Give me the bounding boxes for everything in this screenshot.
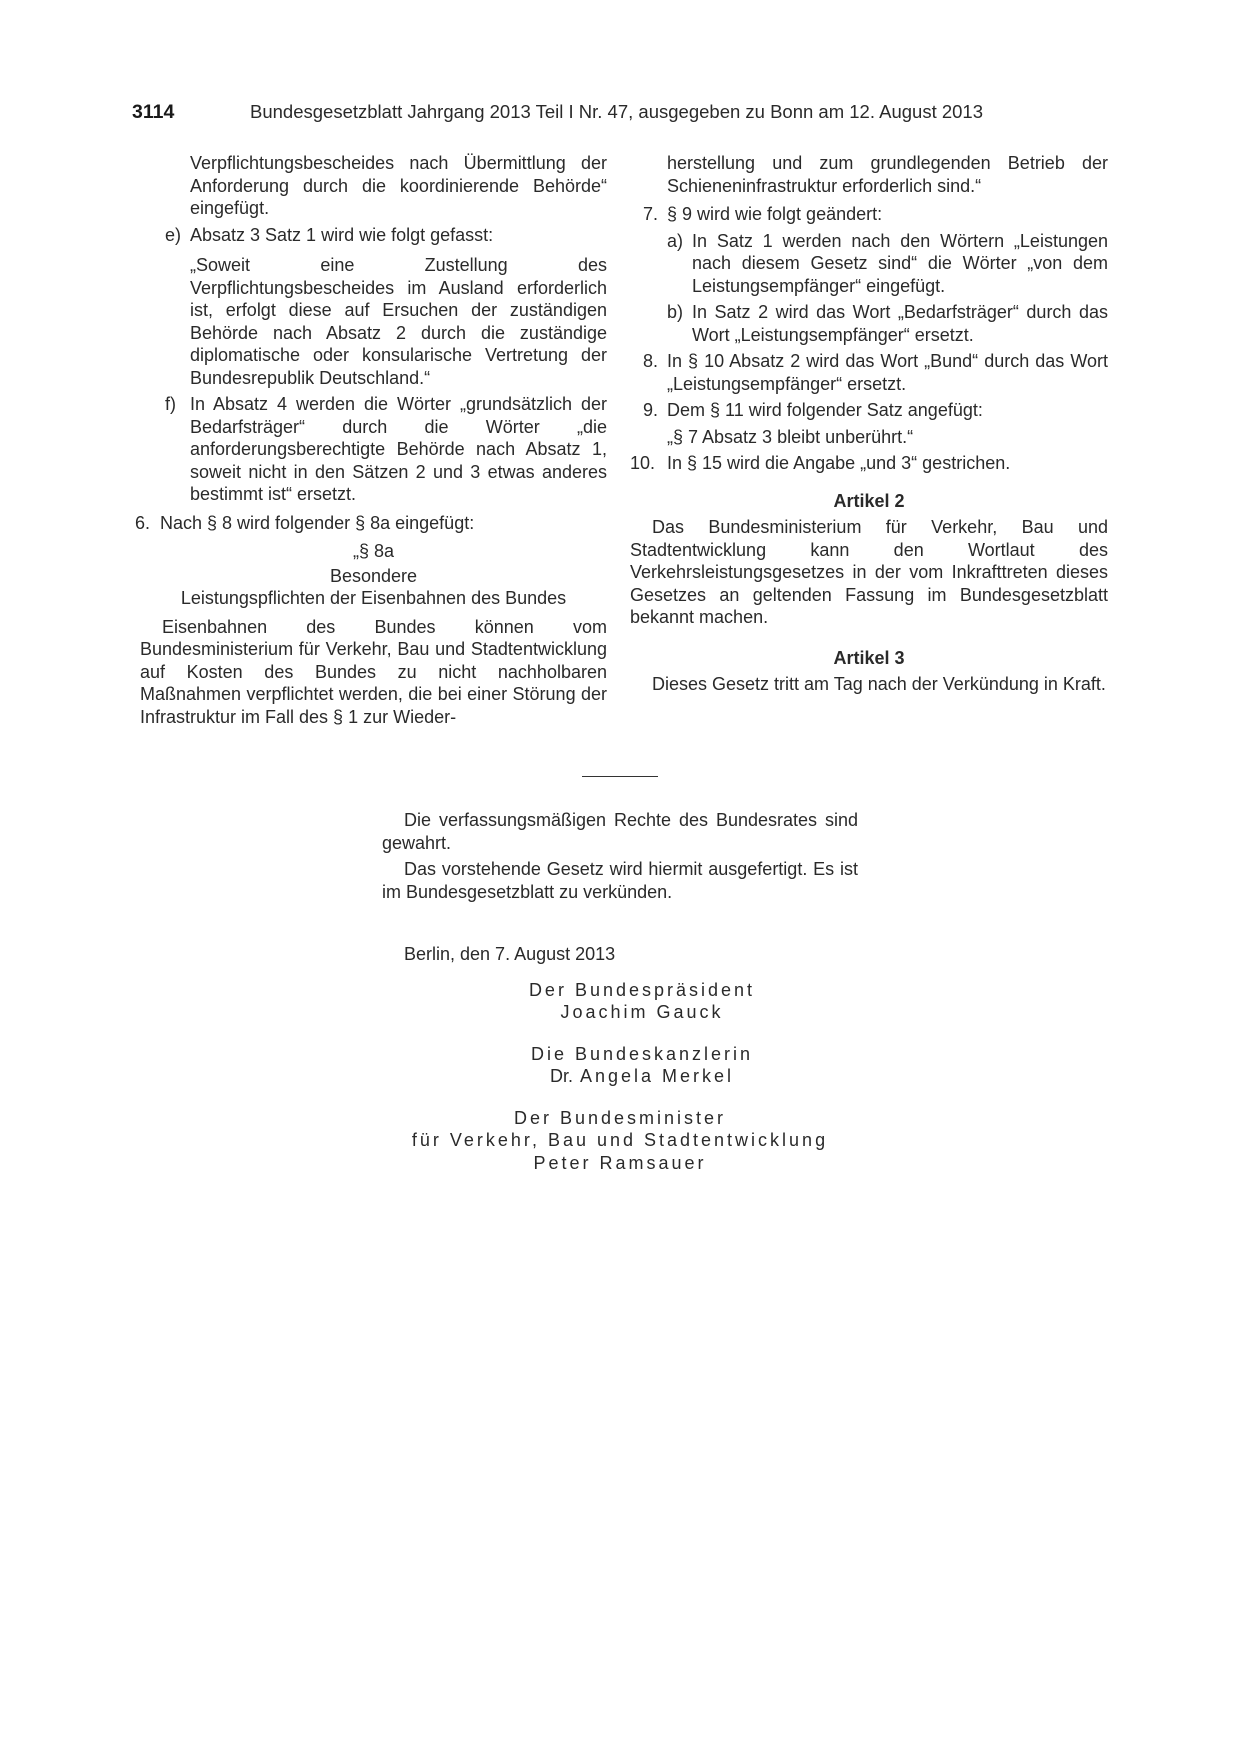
- gazette-header-title: Bundesgesetzblatt Jahrgang 2013 Teil I Nr. 47, ausgegeben zu Bonn am 12. August 2013: [250, 101, 983, 122]
- list-text: In Satz 1 werden nach den Wörtern „Leistungen nach diesem Gesetz sind“ die Wörter „von dem Leistungsempfänger“ eingefügt.: [692, 230, 1108, 296]
- signatory-title: Der Bundesminister: [513, 1107, 727, 1128]
- list-label: 8.: [643, 351, 659, 371]
- signatory-name-line: [426, 1065, 858, 1088]
- list-text: In Satz 2 wird das Wort „Bedarfsträger“ durch das Wort „Leistungsempfänger“ ersetzt.: [692, 302, 1108, 345]
- signature-chancellor: [382, 1043, 858, 1088]
- list-text: § 9 wird wie folgt geändert:: [667, 204, 883, 224]
- signatory-prefix: Dr.: [549, 1066, 573, 1086]
- list-label: 10.: [630, 453, 656, 473]
- list-item-8: [643, 350, 1108, 395]
- artikel-3-text: Dieses Gesetz tritt am Tag nach der Verkündung in Kraft.: [652, 674, 1106, 694]
- list-item-f: [165, 393, 607, 506]
- list-item-6: [135, 512, 607, 535]
- list-label: 9.: [643, 400, 659, 420]
- section-divider: [582, 776, 658, 777]
- list-text: In § 10 Absatz 2 wird das Wort „Bund“ durch das Wort „Leistungsempfänger“ ersetzt.: [667, 351, 1108, 394]
- continuation-text: herstellung und zum grundlegenden Betrieb der Schieneninfrastruktur erforderlich sind.“: [667, 153, 1108, 196]
- bundesrat-rights-text: Die verfassungsmäßigen Rechte des Bundesrates sind gewahrt.: [382, 810, 858, 853]
- signature-minister: [382, 1107, 858, 1175]
- list-item-10: [630, 452, 1108, 475]
- signatory-title-ministry: für Verkehr, Bau und Stadtentwicklung: [411, 1130, 829, 1150]
- list-item-e: [165, 224, 607, 247]
- list-text: In § 15 wird die Angabe „und 3“ gestrichen.: [667, 453, 1011, 473]
- artikel-2-heading: Artikel 2: [833, 490, 905, 511]
- list-label: a): [667, 230, 684, 251]
- section-number: „§ 8a: [352, 541, 395, 561]
- list-label: b): [667, 302, 684, 322]
- list-item-7a: [667, 230, 1108, 298]
- left-column: [135, 152, 607, 728]
- signature-federal-president: [382, 979, 858, 1024]
- signatory-name: Peter Ramsauer: [533, 1152, 707, 1173]
- artikel-3-heading: Artikel 3: [833, 647, 905, 668]
- list-item-7: [643, 203, 1108, 226]
- artikel-2-text: Das Bundesministerium für Verkehr, Bau und Stadtentwicklung kann den Wortlaut des Verkehrsleistungsgesetzes in der vom Inkrafttreten dieses Gesetzes an geltenden Fassung im Bundesgesetzblatt bekannt machen.: [630, 517, 1108, 627]
- promulgation-text: Das vorstehende Gesetz wird hiermit ausgefertigt. Es ist im Bundesgesetzblatt zu verkünden.: [382, 859, 858, 902]
- signatory-title: Die Bundeskanzlerin: [530, 1043, 754, 1064]
- signatory-name: Joachim Gauck: [560, 1002, 724, 1022]
- list-item-9: [643, 399, 1108, 422]
- place-date: Berlin, den 7. August 2013: [404, 944, 616, 964]
- list-label: 7.: [643, 204, 659, 224]
- right-column: [630, 152, 1108, 696]
- list-item-7b: [667, 301, 1108, 346]
- promulgation-block: [382, 809, 858, 1174]
- quoted-sentence: „§ 7 Absatz 3 bleibt unberührt.“: [667, 426, 914, 447]
- list-text: Dem § 11 wird folgender Satz angefügt:: [667, 400, 983, 420]
- list-text: Nach § 8 wird folgender § 8a eingefügt:: [160, 512, 475, 533]
- section-title-line-2: Leistungspflichten der Eisenbahnen des Bundes: [180, 588, 567, 608]
- quoted-amendment: „Soweit eine Zustellung des Verpflichtungsbescheides im Ausland erforderlich ist, erfolgt diese auf Ersuchen der zuständigen Behörde nach Absatz 2 durch die zuständige diplomatische oder konsularische Vertretung der Bundesrepublik Deutschland.“: [190, 255, 607, 388]
- page-number: 3114: [132, 101, 175, 123]
- intro-continuation: Verpflichtungsbescheides nach Übermittlung der Anforderung durch die koordinierende Behörde“ eingefügt.: [190, 153, 607, 218]
- list-text: Absatz 3 Satz 1 wird wie folgt gefasst:: [190, 224, 494, 245]
- section-title-line-1: Besondere: [329, 565, 418, 586]
- list-label: e): [165, 224, 182, 245]
- list-label: 6.: [135, 512, 151, 533]
- list-text: In Absatz 4 werden die Wörter „grundsätzlich der Bedarfsträger“ durch die Wörter „die anforderungsberechtigte Behörde nach Absatz 1, soweit nicht in den Sätzen 2 und 3 etwas anderes bestimmt ist“ ersetzt.: [190, 394, 607, 504]
- signatory-name: Angela Merkel: [579, 1066, 735, 1086]
- list-label: f): [165, 394, 176, 414]
- signatory-title: Der Bundespräsident: [528, 979, 756, 1000]
- section-body: Eisenbahnen des Bundes können vom Bundesministerium für Verkehr, Bau und Stadtentwicklung auf Kosten des Bundes zu nicht nachholbaren Maßnahmen verpflichtet werden, die bei einer Störung der Infrastruktur im Fall des § 1 zur Wieder-: [140, 616, 607, 727]
